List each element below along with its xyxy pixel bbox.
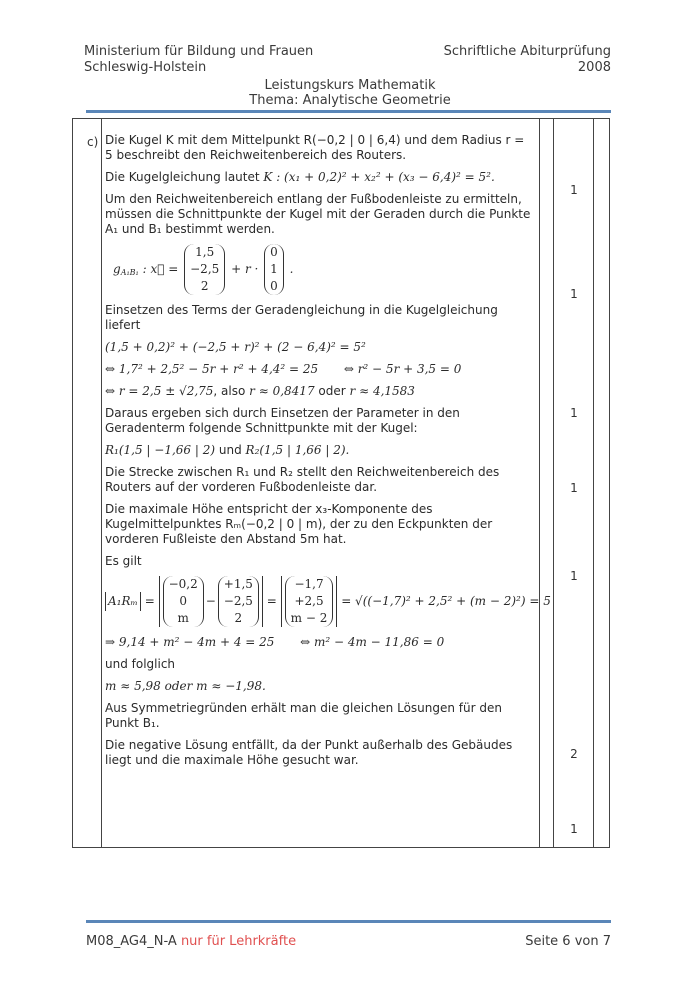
points-value: 1 <box>570 287 578 301</box>
course-name: Leistungskurs Mathematik <box>264 78 436 93</box>
vector-entry: 1,5 <box>195 245 215 259</box>
equation-m-left: ⇒ 9,14 + m² − 4m + 4 = 25 <box>105 635 275 649</box>
equation-expanded-right: ⇔ r² − 5r + 3,5 = 0 <box>343 362 462 376</box>
r-oder: oder <box>318 384 346 398</box>
paragraph-sphere-equation <box>105 170 535 185</box>
vector-entry: 0 <box>270 245 278 259</box>
r-also: , also <box>213 384 246 398</box>
state-name: Schleswig-Holstein <box>84 60 207 75</box>
vector-entry: m − 2 <box>290 611 328 625</box>
task-label: c) <box>87 135 99 149</box>
solution-table <box>72 118 610 848</box>
line-plus-r: + r · <box>231 262 259 276</box>
line-label: g <box>113 262 121 276</box>
line-x-vector: : x⃗ = <box>142 262 179 276</box>
paragraph-intersection-points: Daraus ergeben sich durch Einsetzen der Parameter in den Geradenterm folgende Schnittpunkte mit der Kugel: <box>105 406 460 435</box>
topic-name: Thema: Analytische Geometrie <box>249 93 451 108</box>
points-value: 1 <box>570 406 578 420</box>
vector-rm <box>163 576 204 627</box>
vector-entry: 1 <box>270 262 278 276</box>
paragraph-conclusion: Die negative Lösung entfällt, da der Punkt außerhalb des Gebäudes liegt und die maximale Höhe gesucht war. <box>105 738 513 767</box>
distance-abs <box>105 592 141 611</box>
abs-vector-difference <box>281 576 338 627</box>
vector-entry: +1,5 <box>223 577 253 591</box>
page-number: Seite 6 von 7 <box>525 934 611 949</box>
distance-label: A₁Rₘ <box>108 594 138 608</box>
header-divider <box>86 110 611 113</box>
paragraph-max-height: Die maximale Höhe entspricht der x₃-Komponente des Kugelmittelpunktes Rₘ(−0,2 | 0 | m), der zu den Eckpunkten der vorderen Fußleiste den Abstand 5m hat. <box>105 502 493 546</box>
point-r2: R₂(1,5 | 1,66 | 2). <box>245 443 350 457</box>
points-und: und <box>218 443 242 457</box>
paragraph-intersection-goal: Um den Reichweitenbereich entlang der Fußbodenleiste zu ermitteln, müssen die Schnittpunkte der Kugel mit der Geraden durch die Punkte A₁ und B₁ bestimmt werden. <box>105 192 531 236</box>
intersection-points <box>105 443 535 458</box>
solution-content <box>105 133 551 775</box>
ministry-name: Ministerium für Bildung und Frauen <box>84 44 314 59</box>
distance-root: = √((−1,7)² + 2,5² + (m − 2)²) = 5 <box>341 594 551 608</box>
sphere-equation: K : (x₁ + 0,2)² + x₂² + (x₃ − 6,4)² = 5². <box>263 170 495 184</box>
paragraph-sphere-intro: Die Kugel K mit dem Mittelpunkt R(−0,2 | 0 | 6,4) und dem Radius r = 5 beschreibt den Reichweitenbereich des Routers. <box>105 133 525 162</box>
r-solution-2: r ≈ 4,1583 <box>349 384 415 398</box>
paragraph-segment: Die Strecke zwischen R₁ und R₂ stellt den Reichweitenbereich des Routers auf der vorderen Fußbodenleiste dar. <box>105 465 500 494</box>
equation-m-right: ⇔ m² − 4m − 11,86 = 0 <box>300 635 445 649</box>
line-label-sub: A₁B₁ <box>120 268 139 277</box>
r-formula: ⇔ r = 2,5 ± √2,75 <box>105 384 214 398</box>
paragraph-und-folglich: und folglich <box>105 657 176 671</box>
equation-substituted: (1,5 + 0,2)² + (−2,5 + r)² + (2 − 6,4)² = 5² <box>105 340 366 354</box>
document-code: M08_AG4_N-A <box>86 934 177 949</box>
vector-entry: −2,5 <box>190 262 220 276</box>
point-r1: R₁(1,5 | −1,66 | 2) <box>105 443 216 457</box>
direction-vector <box>264 244 284 295</box>
vector-entry: m <box>177 611 189 625</box>
vector-entry: 0 <box>179 594 187 608</box>
m-solutions: m ≈ 5,98 oder m ≈ −1,98. <box>105 679 266 693</box>
column-divider <box>593 119 594 847</box>
vector-entry: −1,7 <box>294 577 324 591</box>
points-value: 1 <box>570 481 578 495</box>
paragraph-substitution: Einsetzen des Terms der Geradengleichung in die Kugelgleichung liefert <box>105 303 498 332</box>
points-value: 1 <box>570 822 578 836</box>
paragraph-symmetry: Aus Symmetriegründen erhält man die gleichen Lösungen für den Punkt B₁. <box>105 701 502 730</box>
footer-divider <box>86 920 611 923</box>
points-value: 1 <box>570 183 578 197</box>
r-solution-1: r ≈ 0,8417 <box>249 384 315 398</box>
vector-a1 <box>218 576 259 627</box>
equation-expanded <box>105 362 535 377</box>
vector-entry: −0,2 <box>168 577 198 591</box>
points-value: 2 <box>570 747 578 761</box>
exam-year: 2008 <box>577 60 611 75</box>
vector-entry: +2,5 <box>294 594 324 608</box>
exam-title: Schriftliche Abiturprüfung <box>443 44 611 59</box>
column-divider <box>539 119 540 847</box>
points-value: 1 <box>570 569 578 583</box>
vector-entry: −2,5 <box>223 594 253 608</box>
vector-difference <box>285 576 334 627</box>
line-equation: $g_{A_1B_1}$ : x⃗ = 1,5 −2,5 2 + r · 0 1 0 . <box>113 245 294 293</box>
vector-entry: 0 <box>270 279 278 293</box>
column-divider <box>101 119 102 847</box>
vector-entry: 2 <box>234 611 243 625</box>
support-vector <box>184 244 225 295</box>
vector-entry: 2 <box>200 279 209 293</box>
footer-left <box>86 934 296 949</box>
distance-equation: A₁Rₘ = −0,2 0 m−+1,5 −2,5 2 = −1,7 +2,5 m − 2 = √((−1,7)² + 2,5² + (m − 2)²) = 5 <box>105 576 535 627</box>
abs-vector-expression: −0,2 0 m−+1,5 −2,5 2 <box>159 576 263 627</box>
equation-expanded-left: ⇔ 1,7² + 2,5² − 5r + r² + 4,4² = 25 <box>105 362 319 376</box>
paragraph-es-gilt: Es gilt <box>105 554 142 568</box>
sphere-equation-text: Die Kugelgleichung lautet <box>105 170 260 184</box>
teacher-note: nur für Lehrkräfte <box>180 934 297 949</box>
equation-solution-r <box>105 384 535 399</box>
equation-m <box>105 635 535 650</box>
column-divider <box>553 119 554 847</box>
